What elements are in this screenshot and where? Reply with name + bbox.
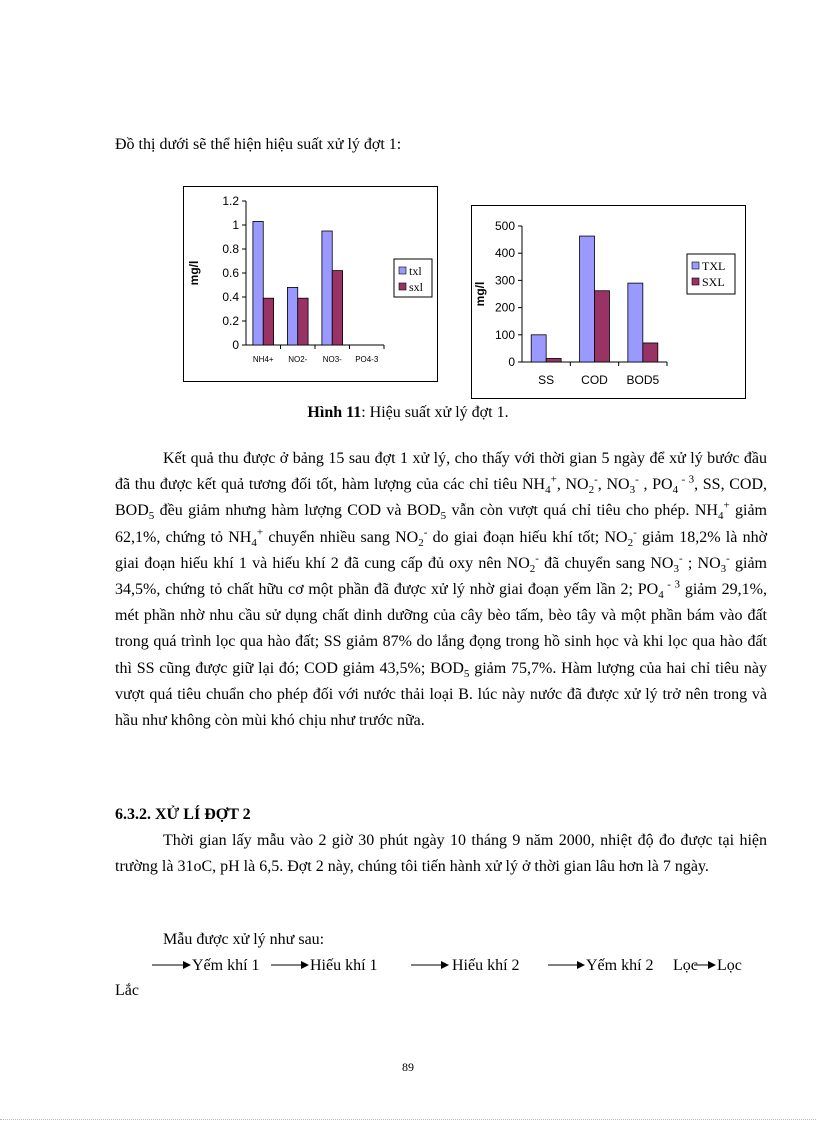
page-number: 89 (402, 1060, 414, 1074)
y-tick-label: 0 (232, 338, 239, 352)
caption-text: : Hiệu suất xử lý đợt 1. (361, 404, 509, 421)
y-tick-label: 0 (508, 355, 515, 369)
results-paragraph: Kết quả thu được ở bảng 15 sau đợt 1 xử lý, cho thấy với thời gian 5 ngày để xử lý bước đầu đã thu được kết quả tương đối tốt, hàm lượng của các chỉ tiêu $NH_4^+$, $NO_2^-$, $NO_3^-$ , $PO_4$ $^{- 3}$, SS, COD, $BOD_5$ đều giảm nhưng hàm lượng COD và $BOD_5$ vẫn còn vượt quá chỉ tiêu cho phép. $NH_4^+$ giảm 62,1%, chứng tỏ $NH_4^+$ chuyển nhiều sang $NO_2^-$ do giai đoạn hiếu khí tốt; $NO_2^-$ giảm 18,2% là nhờ giai đoạn hiếu khí 1 và hiếu khí 2 đã cung cấp đủ oxy nên $NO_2^-$ đã chuyển sang $NO_3^-$ ; $NO_3^-$ giảm 34,5%, chứng tỏ chất hữu cơ một phần đã được xử lý nhờ giai đoạn yếm lần 2; $PO_4$ $^{- 3}$ giảm 29,1%, mét phần nhờ nhu cầu sử dụng chất dinh dưỡng của cây bèo tấm, bèo tây và một phần bám vào đất trong quá trình lọc qua hào đất; SS giảm 87% do lắng đọng trong hồ sinh học và khi lọc qua hào đất thì SS cũng được giữ lại đó; COD giảm 43,5%; $BOD_5$ giảm 75,7%. Hàm lượng của hai chỉ tiêu này vượt quá tiêu chuẩn cho phép đối với nước thải loại B. lúc này nước đã được xử lý trở nên trong và hầu như không còn mùi khó chịu như trước nữa. (115, 450, 768, 730)
caption-label: Hình 11 (307, 404, 362, 421)
y-tick-label: 1 (232, 218, 239, 232)
legend-label: SXL (702, 275, 725, 289)
bar-sxl-0 (263, 298, 273, 345)
x-tick-label: NH4+ (252, 355, 274, 364)
bar-txl-1 (580, 236, 595, 362)
flow-label: Mẫu được xử lý như sau: (163, 931, 325, 948)
section-title: 6.3.2. XỬ LÍ ĐỢT 2 (115, 806, 251, 823)
flow-step: Lọc (673, 957, 698, 974)
bar-txl-0 (531, 335, 546, 362)
flow-step: Yếm khí 1 (192, 957, 260, 974)
bar-txl-0 (253, 221, 263, 345)
y-tick-label: 1.2 (222, 194, 239, 208)
bar-txl-2 (322, 231, 332, 345)
y-axis-label: mg/l (187, 260, 201, 286)
bar-sxl-2 (643, 343, 658, 362)
y-tick-label: 0.8 (222, 242, 239, 256)
legend-label: sxl (409, 280, 424, 294)
x-tick-label: BOD5 (626, 373, 660, 387)
y-tick-label: 300 (494, 273, 515, 288)
legend-swatch (692, 262, 699, 269)
flow-step: Lọc (717, 957, 742, 974)
y-tick-label: 200 (494, 300, 515, 315)
intro-text: Đồ thị dưới sẽ thể hiện hiệu suất xử lý đợt 1: (115, 136, 402, 153)
bar-sxl-1 (298, 298, 308, 345)
legend-label: txl (409, 264, 422, 278)
x-tick-label: NO2- (288, 355, 308, 364)
y-tick-label: 0.6 (222, 266, 239, 280)
bar-sxl-1 (595, 291, 610, 362)
legend-label: TXL (702, 259, 726, 273)
flow-step: Yếm khí 2 (586, 957, 654, 974)
y-tick-label: 0.2 (222, 314, 239, 328)
page-footer-rule (0, 1119, 816, 1120)
y-tick-label: 0.4 (222, 290, 239, 304)
chart-nutrients-svg (184, 187, 437, 381)
figure-caption (0, 404, 816, 422)
flow-step: Hiếu khí 1 (310, 957, 378, 974)
bar-txl-2 (628, 283, 643, 362)
chart-organics (471, 205, 746, 399)
bar-txl-1 (287, 287, 297, 345)
x-tick-label: SS (538, 373, 555, 387)
y-tick-label: 500 (494, 219, 515, 233)
bar-sxl-0 (546, 358, 561, 362)
y-tick-label: 100 (494, 327, 515, 342)
x-tick-label: PO4-3 (355, 355, 379, 364)
chart-nutrients (183, 186, 438, 382)
process-flow (150, 954, 790, 976)
legend-swatch (399, 283, 406, 290)
legend-swatch (399, 267, 406, 274)
bar-sxl-2 (332, 271, 342, 345)
x-tick-label: NO3- (322, 355, 342, 364)
y-tick-label: 400 (494, 246, 515, 261)
flow-step: Hiếu khí 2 (452, 957, 520, 974)
flow-continuation: Lắc (115, 982, 139, 999)
round2-paragraph: Thời gian lấy mẫu vào 2 giờ 30 phút ngày 10 tháng 9 năm 2000, nhiệt độ đo được tại hiện trường là 31oC, pH là 6,5. Đợt 2 này, chúng tôi tiến hành xử lý ở thời gian lâu hơn là 7 ngày. (115, 832, 767, 875)
y-axis-label: mg/l (473, 281, 487, 307)
chart-organics-svg (472, 206, 745, 398)
x-tick-label: COD (581, 373, 608, 387)
legend-swatch (692, 278, 699, 285)
